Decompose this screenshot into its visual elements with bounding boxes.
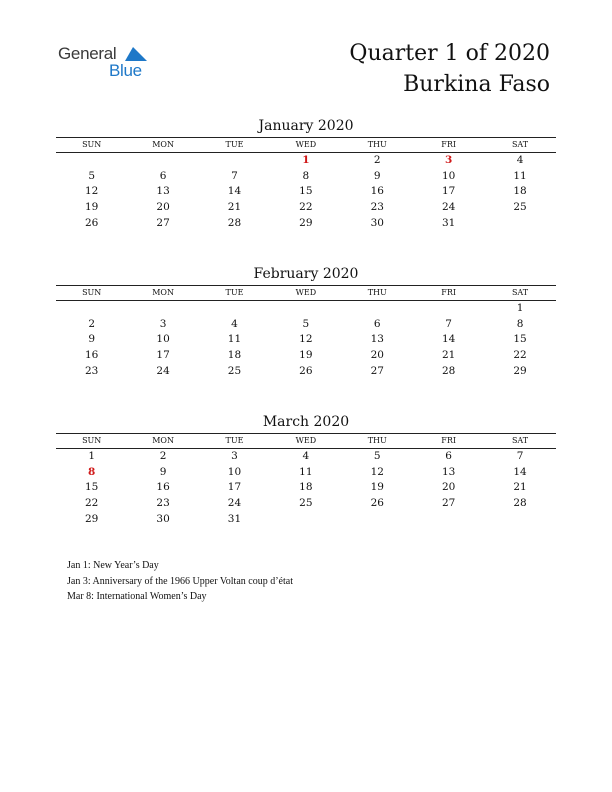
weekday-label: THU bbox=[367, 288, 387, 297]
day-cell bbox=[199, 301, 270, 317]
week-row bbox=[56, 301, 556, 317]
weekday-label: SAT bbox=[511, 140, 529, 149]
day-cell: 6 bbox=[159, 169, 167, 182]
holiday-note: Mar 8: International Women’s Day bbox=[67, 591, 207, 602]
day-cell: 12 bbox=[299, 333, 313, 346]
day-cell: 10 bbox=[156, 333, 170, 346]
day-cell bbox=[56, 301, 127, 317]
weekday-header-row bbox=[56, 285, 556, 301]
day-cell: 24 bbox=[156, 364, 170, 377]
week-row bbox=[56, 317, 556, 333]
weekday-label: WED bbox=[295, 288, 317, 297]
day-cell: 6 bbox=[445, 450, 452, 462]
day-cell: 21 bbox=[227, 201, 242, 214]
day-cell: 10 bbox=[441, 169, 456, 182]
day-cell: 24 bbox=[441, 201, 456, 214]
day-cell: 30 bbox=[156, 512, 170, 525]
day-cell: 5 bbox=[373, 450, 381, 462]
day-cell: 13 bbox=[441, 465, 456, 478]
page-title: Quarter 1 of 2020 bbox=[349, 41, 550, 66]
day-cell: 20 bbox=[156, 201, 170, 214]
day-cell: 28 bbox=[513, 497, 527, 510]
week-row bbox=[56, 348, 556, 364]
day-cell: 3 bbox=[231, 450, 238, 462]
week-row bbox=[56, 332, 556, 348]
day-cell: 26 bbox=[299, 364, 313, 377]
day-cell: 24 bbox=[227, 497, 242, 510]
day-cell: 11 bbox=[299, 465, 313, 478]
logo-triangle-icon bbox=[125, 47, 147, 61]
day-cell: 16 bbox=[370, 185, 384, 198]
day-cell: 5 bbox=[302, 317, 310, 330]
day-cell: 9 bbox=[159, 465, 167, 478]
day-cell: 2 bbox=[88, 317, 96, 330]
weekday-label: SAT bbox=[511, 436, 529, 445]
logo-text-general: General bbox=[58, 44, 117, 63]
day-cell bbox=[413, 512, 484, 528]
day-cell: 17 bbox=[441, 185, 456, 198]
week-row bbox=[56, 465, 556, 481]
day-cell bbox=[342, 301, 413, 317]
week-row bbox=[56, 200, 556, 216]
week-row bbox=[56, 480, 556, 496]
day-cell: 1 bbox=[88, 450, 96, 462]
day-cell: 30 bbox=[370, 216, 384, 229]
day-cell: 14 bbox=[513, 465, 527, 478]
day-cell: 3 bbox=[159, 317, 167, 330]
day-cell bbox=[484, 216, 555, 232]
weekday-label: FRI bbox=[441, 140, 457, 149]
day-cell: 28 bbox=[441, 364, 456, 377]
week-row bbox=[56, 449, 556, 465]
month-february bbox=[56, 265, 556, 379]
day-cell: 14 bbox=[227, 185, 242, 198]
day-cell: 26 bbox=[85, 216, 99, 229]
day-cell: 18 bbox=[227, 349, 242, 362]
holiday-day-cell: 8 bbox=[88, 465, 96, 478]
day-cell: 7 bbox=[445, 317, 452, 330]
logo-text-blue: Blue bbox=[109, 61, 142, 80]
day-cell: 20 bbox=[370, 349, 384, 362]
day-cell: 31 bbox=[441, 216, 456, 229]
day-cell: 9 bbox=[373, 169, 381, 182]
day-cell: 19 bbox=[370, 481, 384, 494]
day-cell: 21 bbox=[441, 349, 456, 362]
day-cell bbox=[413, 301, 484, 317]
weekday-label: WED bbox=[295, 436, 317, 445]
holiday-day-cell: 3 bbox=[444, 154, 453, 166]
day-cell: 27 bbox=[441, 497, 456, 510]
day-cell: 29 bbox=[513, 364, 527, 377]
week-row bbox=[56, 216, 556, 232]
day-cell bbox=[127, 153, 198, 169]
week-row bbox=[56, 184, 556, 200]
week-row bbox=[56, 169, 556, 185]
weekday-label: TUE bbox=[225, 288, 244, 297]
weekday-label: SUN bbox=[82, 436, 102, 445]
day-cell: 19 bbox=[85, 201, 99, 214]
day-cell: 12 bbox=[85, 185, 99, 198]
day-cell: 23 bbox=[156, 497, 170, 510]
weekday-label: SUN bbox=[82, 140, 102, 149]
day-cell: 2 bbox=[159, 450, 167, 462]
day-cell: 8 bbox=[302, 169, 310, 182]
day-cell: 20 bbox=[441, 481, 456, 494]
day-cell: 27 bbox=[370, 364, 384, 377]
weekday-label: MON bbox=[152, 140, 174, 149]
month-march bbox=[56, 413, 556, 527]
day-cell: 23 bbox=[85, 364, 99, 377]
day-cell: 27 bbox=[156, 216, 170, 229]
day-cell bbox=[342, 512, 413, 528]
week-row bbox=[56, 364, 556, 380]
day-cell: 5 bbox=[88, 169, 96, 182]
day-cell: 11 bbox=[513, 169, 527, 182]
weekday-label: WED bbox=[295, 140, 317, 149]
week-row bbox=[56, 153, 556, 169]
day-cell: 11 bbox=[227, 333, 242, 346]
holiday-note: Jan 3: Anniversary of the 1966 Upper Voltan coup d’état bbox=[67, 575, 293, 587]
day-cell: 15 bbox=[299, 185, 313, 198]
weekday-label: MON bbox=[152, 288, 174, 297]
day-cell: 22 bbox=[299, 201, 313, 214]
day-cell bbox=[199, 153, 270, 169]
day-cell bbox=[127, 301, 198, 317]
day-cell: 7 bbox=[516, 450, 524, 462]
day-cell: 13 bbox=[370, 333, 384, 346]
day-cell: 17 bbox=[156, 349, 170, 362]
day-cell: 31 bbox=[227, 512, 242, 525]
day-cell bbox=[484, 512, 555, 528]
weekday-label: SAT bbox=[511, 288, 529, 297]
day-cell: 9 bbox=[88, 333, 96, 346]
day-cell: 19 bbox=[299, 349, 313, 362]
day-cell: 14 bbox=[441, 333, 456, 346]
day-cell: 13 bbox=[156, 185, 170, 198]
day-cell: 8 bbox=[516, 317, 524, 330]
day-cell: 15 bbox=[85, 481, 99, 494]
country-name: Burkina Faso bbox=[403, 72, 550, 97]
week-row bbox=[56, 496, 556, 512]
weekday-label: THU bbox=[367, 436, 387, 445]
weekday-label: FRI bbox=[441, 288, 457, 297]
day-cell: 2 bbox=[373, 154, 381, 166]
day-cell: 4 bbox=[516, 154, 524, 166]
day-cell: 4 bbox=[302, 450, 310, 462]
day-cell: 29 bbox=[85, 512, 99, 525]
day-cell: 26 bbox=[370, 497, 384, 510]
day-cell: 29 bbox=[299, 216, 313, 229]
day-cell: 16 bbox=[85, 349, 99, 362]
day-cell: 1 bbox=[516, 302, 524, 314]
month-title: February 2020 bbox=[253, 266, 359, 282]
day-cell: 25 bbox=[513, 201, 527, 214]
day-cell: 6 bbox=[373, 317, 381, 330]
day-cell: 21 bbox=[513, 481, 527, 494]
day-cell: 15 bbox=[513, 333, 527, 346]
holiday-note: Jan 1: New Year’s Day bbox=[67, 560, 159, 571]
day-cell: 22 bbox=[513, 349, 527, 362]
day-cell: 10 bbox=[227, 465, 242, 478]
weekday-label: TUE bbox=[225, 140, 244, 149]
weekday-label: FRI bbox=[441, 436, 457, 445]
weekday-label: MON bbox=[152, 436, 174, 445]
day-cell: 25 bbox=[227, 364, 242, 377]
brand-logo bbox=[58, 44, 158, 84]
holiday-list bbox=[67, 558, 293, 605]
day-cell: 16 bbox=[156, 481, 170, 494]
day-cell: 18 bbox=[513, 185, 527, 198]
weekday-label: TUE bbox=[225, 436, 244, 445]
month-title: January 2020 bbox=[258, 118, 354, 134]
day-cell: 23 bbox=[370, 201, 384, 214]
day-cell: 12 bbox=[370, 465, 384, 478]
weekday-label: THU bbox=[367, 140, 387, 149]
title-block bbox=[349, 38, 550, 100]
day-cell: 25 bbox=[299, 497, 313, 510]
weekday-header-row bbox=[56, 137, 556, 153]
holiday-day-cell: 1 bbox=[302, 154, 310, 166]
day-cell: 28 bbox=[227, 216, 242, 229]
day-cell bbox=[270, 301, 341, 317]
week-row bbox=[56, 512, 556, 528]
month-january bbox=[56, 117, 556, 231]
day-cell: 7 bbox=[231, 169, 238, 182]
day-cell: 18 bbox=[299, 481, 313, 494]
day-cell: 17 bbox=[227, 481, 242, 494]
day-cell: 4 bbox=[231, 317, 238, 330]
weekday-label: SUN bbox=[82, 288, 102, 297]
weekday-header-row bbox=[56, 433, 556, 449]
day-cell: 22 bbox=[85, 497, 99, 510]
day-cell bbox=[56, 153, 127, 169]
day-cell bbox=[270, 512, 341, 528]
month-title: March 2020 bbox=[262, 414, 350, 430]
